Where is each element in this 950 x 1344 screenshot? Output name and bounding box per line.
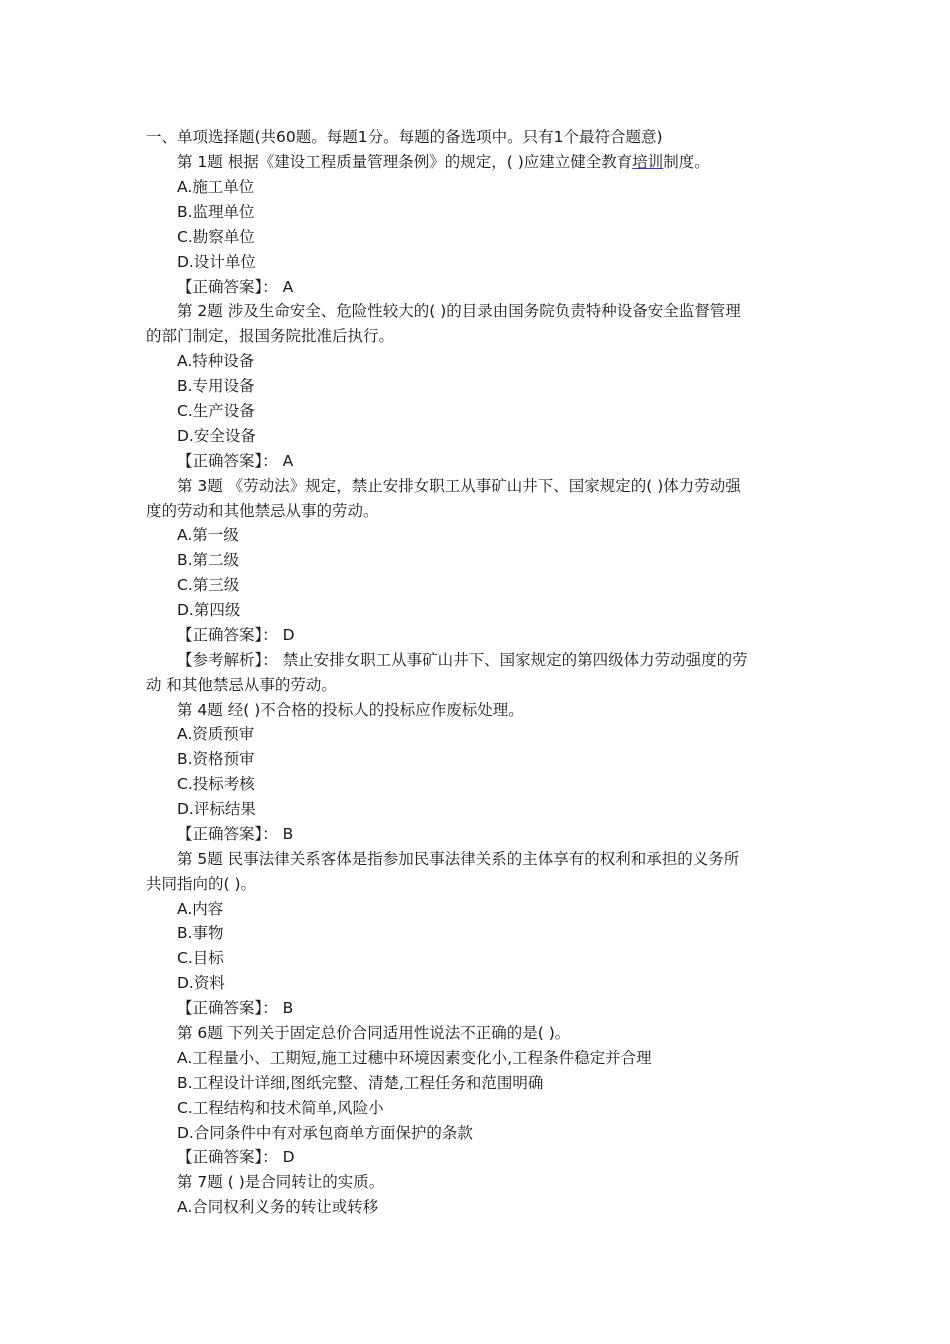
question-5-stem-line-2: 共同指向的( )。 (146, 875, 257, 893)
question-6-option-b: B.工程设计详细,图纸完整、清楚,工程任务和范围明确 (177, 1074, 544, 1092)
question-4-option-b: B.资格预审 (177, 750, 255, 768)
question-5-option-b: B.事物 (177, 924, 224, 942)
question-1-stem (177, 151, 710, 173)
section-title: 一、单项选择题(共60题。每题1分。每题的备选项中。只有1个最符合题意) (146, 128, 663, 146)
question-7-option-a: A.合同权利义务的转让或转移 (177, 1198, 379, 1216)
question-3-option-c: C.第三级 (177, 576, 240, 594)
question-1-stem-text-a: 第 1题 根据《建设工程质量管理条例》的规定，( )应建立健全教育 (177, 153, 633, 171)
question-1-option-b: B.监理单位 (177, 203, 255, 221)
question-4-answer: 【正确答案】： B (177, 825, 294, 843)
question-1-option-d: D.设计单位 (177, 253, 256, 271)
question-5-option-d: D.资料 (177, 974, 225, 992)
question-5-option-c: C.目标 (177, 949, 224, 967)
question-1-answer: 【正确答案】： A (177, 278, 294, 296)
question-1-option-c: C.勘察单位 (177, 228, 255, 246)
question-1-option-a: A.施工单位 (177, 178, 255, 196)
question-3-analysis-line-1: 【参考解析】： 禁止安排女职工从事矿山井下、国家规定的第四级体力劳动强度的劳 (177, 651, 748, 669)
question-6-option-c: C.工程结构和技术简单,风险小 (177, 1099, 384, 1117)
question-5-answer: 【正确答案】： B (177, 999, 294, 1017)
question-3-option-d: D.第四级 (177, 601, 241, 619)
question-4-stem: 第 4题 经( )不合格的投标人的投标应作废标处理。 (177, 701, 524, 719)
question-4-option-c: C.投标考核 (177, 775, 255, 793)
question-3-stem-line-1: 第 3题 《劳动法》规定，禁止安排女职工从事矿山井下、国家规定的( )体力劳动强 (177, 477, 741, 495)
question-3-option-b: B.第二级 (177, 551, 240, 569)
question-2-option-b: B.专用设备 (177, 377, 255, 395)
question-4-option-d: D.评标结果 (177, 800, 256, 818)
question-1-stem-text-b: 制度。 (663, 153, 710, 171)
question-3-stem-line-2: 度的劳动和其他禁忌从事的劳动。 (146, 502, 379, 520)
question-2-stem-line-2: 的部门制定，报国务院批准后执行。 (146, 327, 395, 345)
question-3-option-a: A.第一级 (177, 526, 239, 544)
question-3-analysis-line-2: 动 和其他禁忌从事的劳动。 (146, 676, 337, 694)
question-6-option-d: D.合同条件中有对承包商单方面保护的条款 (177, 1124, 473, 1142)
question-6-answer: 【正确答案】： D (177, 1148, 295, 1166)
question-6-stem: 第 6题 下列关于固定总价合同适用性说法不正确的是( )。 (177, 1024, 571, 1042)
question-2-option-c: C.生产设备 (177, 402, 255, 420)
question-2-stem-line-1: 第 2题 涉及生命安全、危险性较大的( )的目录由国务院负责特种设备安全监督管理 (177, 302, 741, 320)
question-2-option-d: D.安全设备 (177, 427, 256, 445)
question-7-stem: 第 7题 ( )是合同转让的实质。 (177, 1173, 385, 1191)
question-2-answer: 【正确答案】： A (177, 452, 294, 470)
question-4-option-a: A.资质预审 (177, 725, 255, 743)
question-3-answer: 【正确答案】： D (177, 626, 295, 644)
question-5-option-a: A.内容 (177, 900, 224, 918)
question-5-stem-line-1: 第 5题 民事法律关系客体是指参加民事法律关系的主体享有的权利和承担的义务所 (177, 850, 740, 868)
training-link[interactable]: 培训 (632, 153, 664, 171)
question-6-option-a: A.工程量小、工期短,施工过穗中环境因素变化小,工程条件稳定并合理 (177, 1049, 652, 1067)
question-2-option-a: A.特种设备 (177, 352, 255, 370)
